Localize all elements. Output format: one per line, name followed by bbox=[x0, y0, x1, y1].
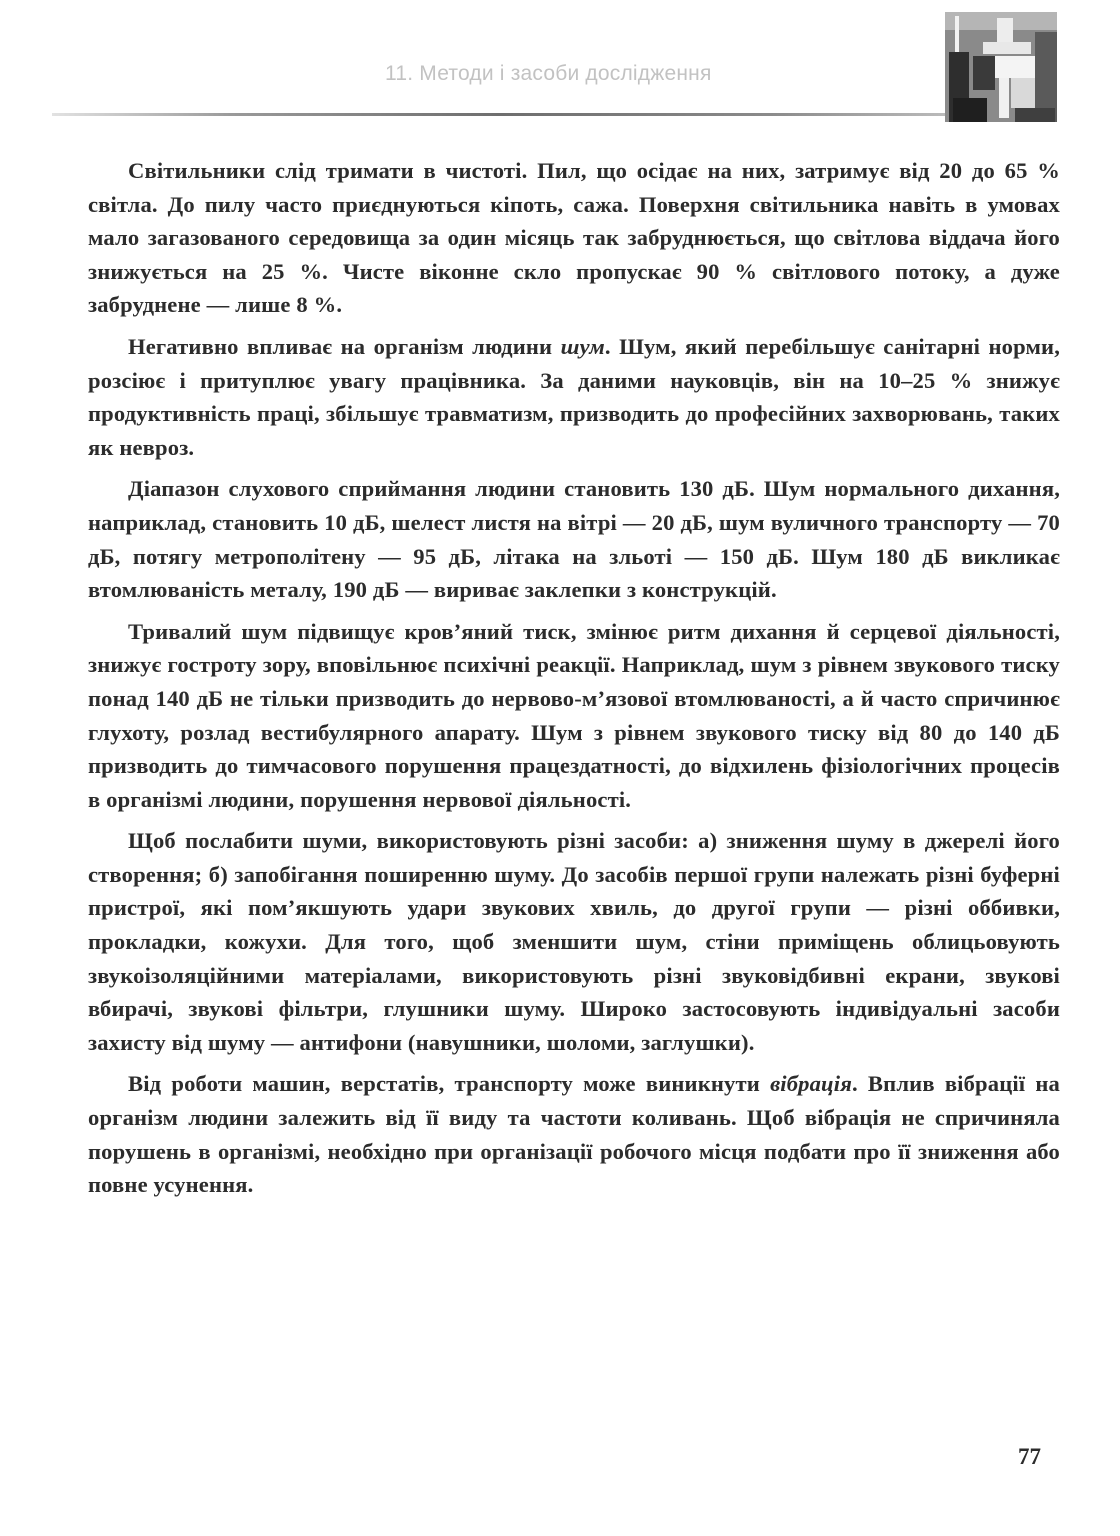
term-vibration: вібрація bbox=[770, 1071, 852, 1097]
page-header bbox=[0, 0, 1120, 130]
body-text bbox=[88, 154, 1060, 1210]
paragraph-noise-intro bbox=[88, 330, 1060, 464]
page-number: 77 bbox=[1018, 1444, 1041, 1469]
paragraph-lighting: Світильники слід тримати в чистоті. Пил, що осідає на них, затримує від 20 до 65 % світла. До пилу часто приєднуються кіпоть, сажа. Поверхня світильника навіть в умовах мало загазованого середовища за один місяць так забруднюється, що світлова віддача його знижується на 25 %. Чисте віконне скло пропускає 90 % світлового потоку, а дуже забруднене — лише 8 %. bbox=[88, 158, 1060, 318]
header-illustration bbox=[945, 12, 1057, 122]
paragraph-noise-intro-lead: Негативно впливає на організм людини bbox=[128, 333, 561, 359]
paragraph-hearing-range: Діапазон слухового сприймання людини становить 130 дБ. Шум нормального дихання, наприклад, становить 10 дБ, шелест листя на вітрі — 20 дБ, шум вуличного транспорту — 70 дБ, потягу метрополітену — 95 дБ, літака на зльоті — 150 дБ. Шум 180 дБ викликає втомлюваність металу, 190 дБ — вириває заклепки з конструкцій. bbox=[88, 476, 1060, 603]
running-header-title: 11. Методи і засоби дослідження bbox=[385, 62, 712, 85]
header-rule bbox=[52, 113, 947, 116]
paragraph-vibration-lead: Від роботи машин, верстатів, транспорту може виникнути bbox=[128, 1071, 771, 1097]
paragraph-noise-intro-rest: . Шум, який перебільшує санітарні норми, розсіює і притуплює увагу працівника. За даними науковців, він на 10–25 % знижує продуктивність праці, збільшує травматизм, призводить до професійних захворювань, таких як невроз. bbox=[88, 333, 1060, 460]
term-noise: шум bbox=[560, 333, 605, 359]
paragraph-vibration bbox=[88, 1067, 1060, 1201]
paragraph-noise-effects: Тривалий шум підвищує кров’яний тиск, змінює ритм дихання й серцевої діяльності, знижує гостроту зору, вповільнює психічні реакції. Наприклад, шум з рівнем звукового тиску понад 140 дБ не тільки призводить до нервово-м’язової втомлюваності, а й часто спричинює глухоту, розлад вестибулярного апарату. Шум з рівнем звукового тиску від 80 до 140 дБ призводить до тимчасового порушення працездатності, до відхилень фізіологічних процесів в організмі людини, порушення нервової діяльності. bbox=[88, 618, 1060, 812]
paragraph-noise-reduction: Щоб послабити шуми, використовують різні засоби: а) зниження шуму в джерелі його створення; б) запобігання поширенню шуму. До засобів першої групи належать різні буферні пристрої, які пом’якшують удари звукових хвиль, до другої групи — різні оббивки, прокладки, кожухи. Для того, щоб зменшити шум, стіни приміщень облицьовують звукоізоляційними матеріалами, використовують різні звуковідбивні екрани, звукові вбирачі, звукові фільтри, глушники шуму. Широко застосовують індивідуальні засоби захисту від шуму — антифони (навушники, шоломи, заглушки). bbox=[88, 828, 1060, 1055]
paragraph-vibration-rest: . Вплив вібрації на організм людини залежить від її виду та частоти коливань. Щоб вібрація не спричиняла порушень в організмі, необхідно при організації робочого місця подбати про її зниження або повне усунення. bbox=[88, 1071, 1061, 1198]
